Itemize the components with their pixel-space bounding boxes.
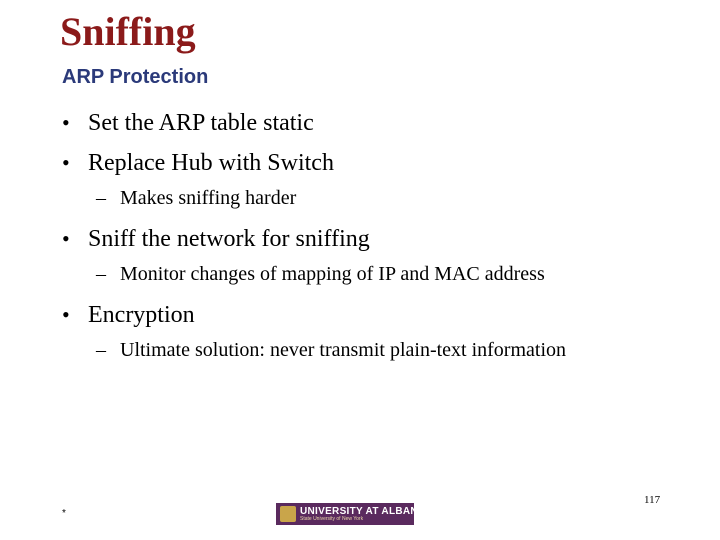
sub-bullet-dash: – bbox=[96, 339, 106, 361]
footer-asterisk: * bbox=[62, 508, 66, 519]
slide-title: Sniffing bbox=[60, 9, 196, 54]
seal-icon bbox=[280, 506, 296, 522]
sub-bullet-item bbox=[62, 338, 702, 362]
sub-bullet-dash: – bbox=[96, 263, 106, 285]
sub-bullet-item bbox=[62, 262, 702, 286]
sub-bullet-item bbox=[62, 186, 702, 210]
sub-bullet-text: Makes sniffing harder bbox=[120, 187, 297, 209]
logo-text bbox=[300, 507, 425, 522]
university-logo bbox=[276, 503, 425, 525]
bullet-item: • Set the ARP table static bbox=[62, 108, 702, 138]
bullet-item: • Replace Hub with Switch bbox=[62, 148, 702, 178]
logo-sub-text: State University of New York bbox=[300, 515, 364, 522]
sub-bullet-text: Ultimate solution: never transmit plain-text information bbox=[120, 339, 567, 361]
bullet-item: • Sniff the network for sniffing bbox=[62, 224, 702, 254]
logo-main-text: UNIVERSITY AT ALBANY bbox=[300, 505, 425, 517]
sub-bullet-text: Monitor changes of mapping of IP and MAC address bbox=[120, 263, 545, 285]
sub-bullet-dash: – bbox=[96, 187, 106, 209]
bullet-item: • Encryption bbox=[62, 300, 702, 330]
page-number: 117 bbox=[644, 494, 661, 506]
bullet-list bbox=[62, 108, 702, 376]
slide-subtitle: ARP Protection bbox=[62, 66, 209, 88]
